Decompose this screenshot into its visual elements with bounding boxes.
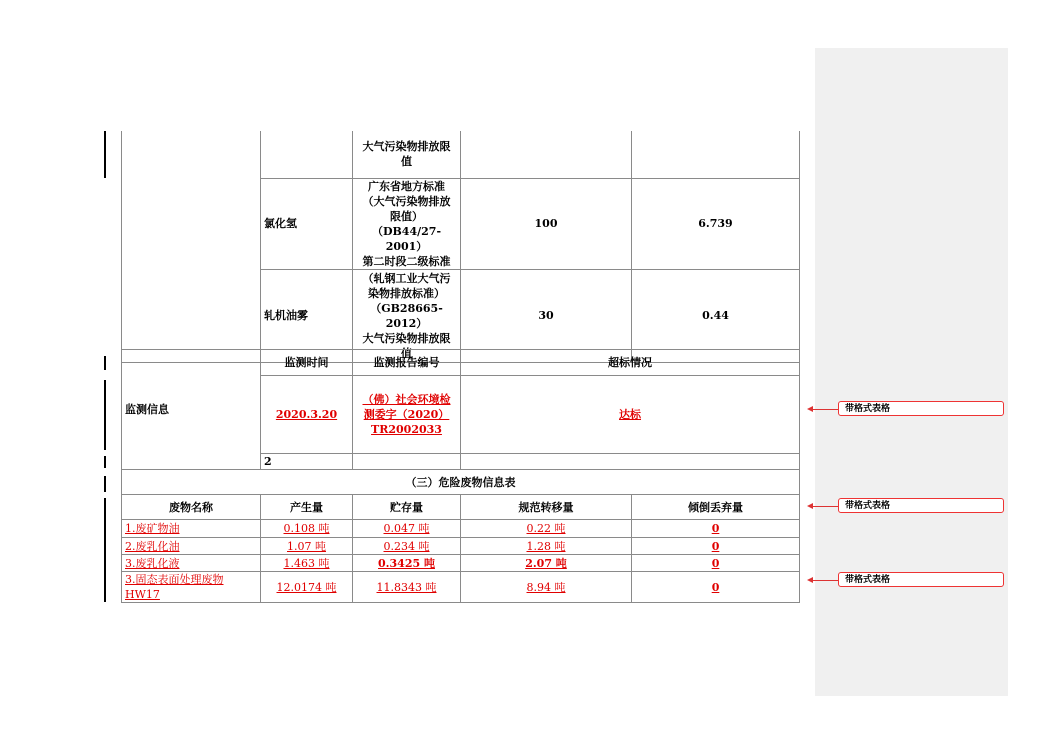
standard-cell: 大气污染物排放限 值 — [353, 131, 461, 178]
waste-name: 2.废乳化油 — [122, 538, 261, 555]
change-bar — [104, 498, 106, 602]
stored-value: 11.8343 吨 — [353, 572, 461, 603]
dumped-value: 0 — [632, 572, 800, 603]
dumped-value: 0 — [632, 520, 800, 538]
dumped-value: 0 — [632, 538, 800, 555]
table-row — [122, 520, 800, 538]
comment-connector — [812, 580, 838, 581]
comment-balloon[interactable]: 带格式表格 — [838, 401, 1004, 416]
transferred-value: 2.07 吨 — [461, 555, 632, 572]
change-bar — [104, 380, 106, 450]
change-bar — [104, 476, 106, 492]
limit-cell — [461, 131, 632, 178]
measured-cell: 0.44 — [632, 269, 800, 362]
pollutant-cell: 轧机油雾 — [261, 269, 353, 362]
exceed-value: 达标 — [461, 376, 800, 454]
produced-value: 1.07 吨 — [261, 538, 353, 555]
pollutant-cell — [261, 131, 353, 178]
change-bar — [104, 456, 106, 468]
header-monitor-time: 监测时间 — [261, 350, 353, 376]
monitoring-label: 监测信息 — [122, 350, 261, 470]
header-report-no: 监测报告编号 — [353, 350, 461, 376]
transferred-value: 8.94 吨 — [461, 572, 632, 603]
measured-cell — [632, 131, 800, 178]
standard-cell: （轧钢工业大气污 染物排放标准） （GB28665-2012） 大气污染物排放限 值 — [353, 269, 461, 362]
transferred-value: 0.22 吨 — [461, 520, 632, 538]
empty-cell — [461, 454, 800, 470]
standard-cell: 广东省地方标准 （大气污染物排放 限值） （DB44/27-2001） 第二时段二级标准 — [353, 178, 461, 269]
extra-cell: 2 — [261, 454, 353, 470]
empty-cell — [353, 454, 461, 470]
limit-cell: 30 — [461, 269, 632, 362]
monitor-time-value: 2020.3.20 — [261, 376, 353, 454]
comment-connector — [812, 506, 838, 507]
header-waste-name: 废物名称 — [122, 495, 261, 520]
header-stored: 贮存量 — [353, 495, 461, 520]
pollutant-cell: 氯化氢 — [261, 178, 353, 269]
comment-balloon[interactable]: 带格式表格 — [838, 572, 1004, 587]
waste-name: 1.废矿物油 — [122, 520, 261, 538]
stored-value: 0.047 吨 — [353, 520, 461, 538]
table-row — [122, 538, 800, 555]
hazardous-waste-table — [121, 469, 800, 603]
stored-value: 0.3425 吨 — [353, 555, 461, 572]
waste-name: 3.固态表面处理废物 HW17 — [122, 572, 261, 603]
header-transferred: 规范转移量 — [461, 495, 632, 520]
produced-value: 1.463 吨 — [261, 555, 353, 572]
stored-value: 0.234 吨 — [353, 538, 461, 555]
report-no-value: （佛）社会环境检 测委字（2020） TR2002033 — [353, 376, 461, 454]
monitoring-table — [121, 349, 800, 470]
measured-cell: 6.739 — [632, 178, 800, 269]
header-exceed: 超标情况 — [461, 350, 800, 376]
comment-balloon[interactable]: 带格式表格 — [838, 498, 1004, 513]
table-row — [122, 572, 800, 603]
header-dumped: 倾倒丢弃量 — [632, 495, 800, 520]
comment-connector — [812, 409, 838, 410]
change-bar — [104, 356, 106, 370]
waste-name: 3.废乳化液 — [122, 555, 261, 572]
dumped-value: 0 — [632, 555, 800, 572]
header-produced: 产生量 — [261, 495, 353, 520]
transferred-value: 1.28 吨 — [461, 538, 632, 555]
merged-category-cell — [122, 131, 261, 362]
limit-cell: 100 — [461, 178, 632, 269]
produced-value: 12.0174 吨 — [261, 572, 353, 603]
change-bar — [104, 131, 106, 178]
emission-table — [121, 131, 800, 363]
table-title: （三）危险废物信息表 — [122, 470, 800, 495]
table-row — [122, 555, 800, 572]
comment-margin-pane — [815, 48, 1008, 696]
produced-value: 0.108 吨 — [261, 520, 353, 538]
